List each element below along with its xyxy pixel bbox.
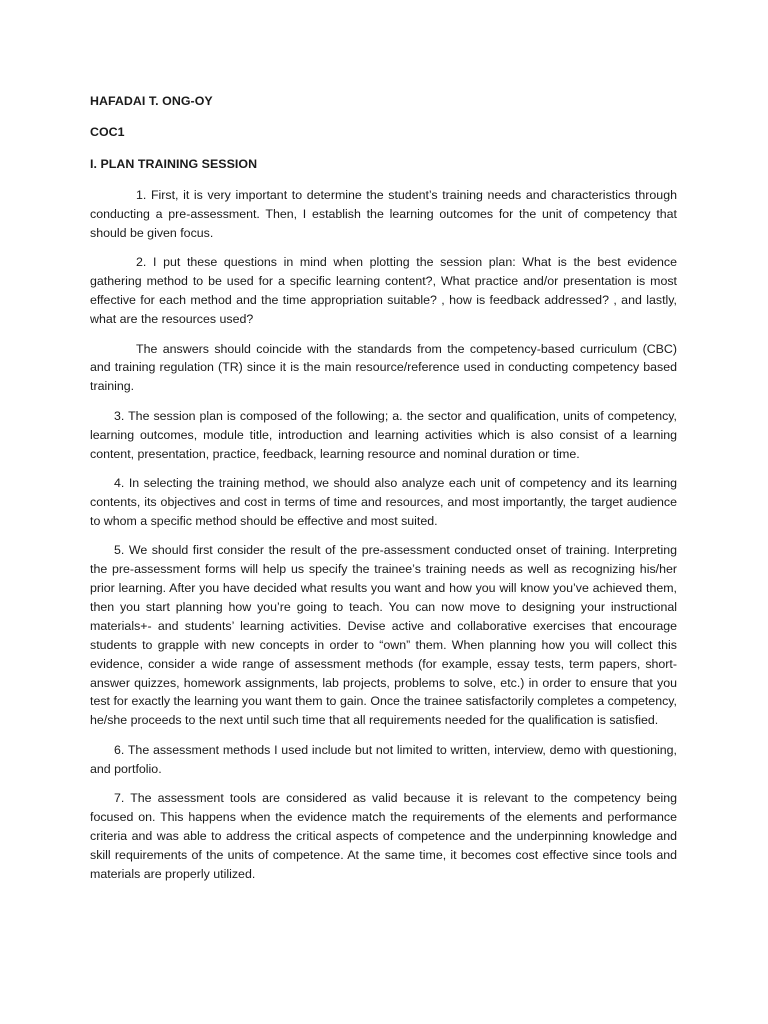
paragraph-3: 3. The session plan is composed of the following; a. the sector and qualification, units of competency, learning outcomes, module title, introduction and learning activities which is also consist of a learning content, presentation, practice, feedback, learning resource and nominal duration or time.	[90, 408, 677, 461]
paragraph-1: 1. First, it is very important to determine the student’s training needs and characteristics through conducting a pre-assessment. Then, I establish the learning outcomes for the unit of competency that should be given focus.	[90, 188, 677, 241]
paragraph-7: 7. The assessment tools are considered as valid because it is relevant to the competency being focused on. This happens when the evidence match the requirements of the elements and performance criteria and was able to address the critical aspects of competence and the underpinning knowledge and skill requirements of the units of competence. At the same time, it becomes cost effective since tools and materials are properly utilized.	[90, 791, 677, 881]
paragraph-answers: The answers should coincide with the standards from the competency-based curriculum (CBC) and training regulation (TR) since it is the main resource/reference used in conducting competency based training.	[90, 341, 677, 394]
paragraph-6: 6. The assessment methods I used include but not limited to written, interview, demo with questioning, and portfolio.	[90, 742, 677, 776]
paragraph-5: 5. We should first consider the result of the pre-assessment conducted onset of training. Interpreting the pre-assessment forms will help us specify the trainee’s training needs as well as recognizing his/her prior learning. After you have decided what results you want and how you will know you’ve achieved them, then you start planning how you’re going to teach. You can now move to designing your instructional materials+- and students’ learning activities. Devise active and collaborative exercises that encourage students to grapple with new concepts in order to “own” them. When planning how you will collect this evidence, consider a wide range of assessment methods (for example, essay tests, term papers, short-answer quizzes, homework assignments, lab projects, problems to solve, etc.) in order to ensure that you test for exactly the learning you want them to gain. Once the trainee satisfactorily completes a competency, he/she proceeds to the next until such time that all requirements needed for the qualification is satisfied.	[90, 543, 677, 728]
section-title: I. PLAN TRAINING SESSION	[90, 156, 258, 171]
author-name: HAFADAI T. ONG-OY	[90, 94, 213, 108]
document-body	[90, 92, 677, 894]
paragraph-4: 4. In selecting the training method, we should also analyze each unit of competency and its learning contents, its objectives and cost in terms of time and resources, and most importantly, the target audience to whom a specific method should be effective and most suited.	[90, 476, 677, 528]
document-code: COC1	[90, 125, 125, 140]
paragraph-2: 2. I put these questions in mind when plotting the session plan: What is the best evidence gathering method to be used for a specific learning content?, What practice and/or presentation is most effective for each method and the time appropriation suitable? , how is feedback addressed? , and lastly, what are the resources used?	[90, 255, 677, 327]
